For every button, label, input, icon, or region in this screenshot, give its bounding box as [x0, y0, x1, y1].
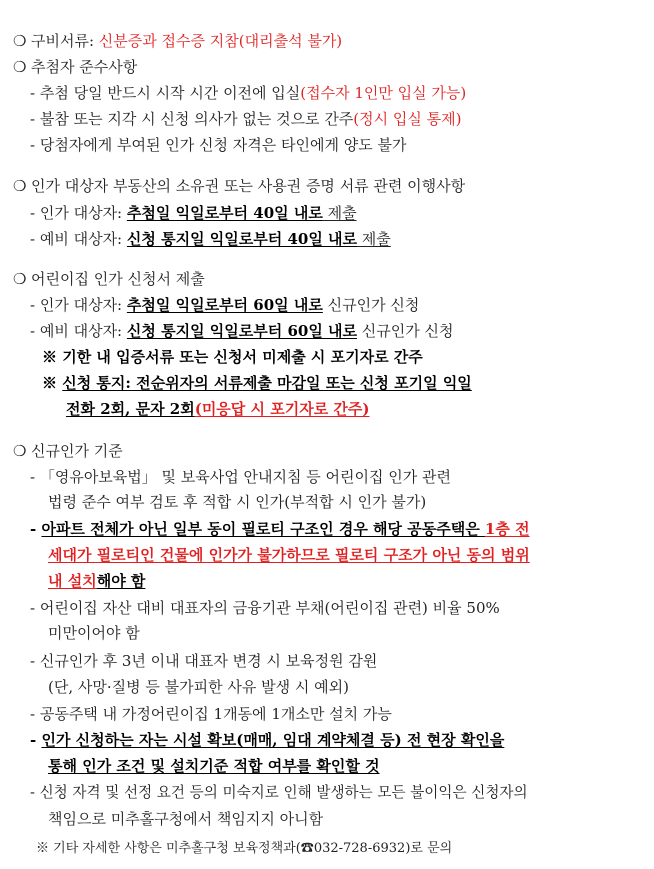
application-note1-text: ※ 기한 내 입증서류 또는 신청서 미제출 시 포기자로 간주	[42, 348, 423, 366]
criteria-c1a: - 「영유아보육법」 및 보육사업 안내지침 등 어린이집 인가 관련	[30, 468, 451, 486]
lottery-b2-text: - 불참 또는 지각 시 신청 의사가 없는 것으로 간주	[30, 110, 354, 128]
lottery-b1-text: - 추첨 당일 반드시 시작 시간 이전에 입실	[30, 84, 301, 102]
application-note-2-cont	[0, 397, 654, 421]
lottery-b3-text: - 당첨자에게 부여된 인가 신청 자격은 타인에게 양도 불가	[30, 136, 407, 154]
footer-phone: 032-728-6932	[313, 841, 406, 856]
criteria-item-3b	[0, 621, 654, 645]
criteria-item-6a	[0, 728, 654, 752]
application-heading	[0, 267, 654, 291]
criteria-c2c-red: 내 설치	[48, 572, 97, 590]
criteria-c2a-red: 1층 전	[484, 520, 530, 538]
application-heading-text: 어린이집 인가 신청서 제출	[31, 270, 205, 288]
lottery-b1-red: (접수자 1인만 입실 가능)	[300, 84, 467, 102]
application-l1-bold: 추첨일 익일로부터 60일 내로	[126, 296, 323, 314]
ownership-heading	[0, 174, 654, 198]
criteria-item-7b	[0, 807, 654, 831]
docs-line	[0, 29, 654, 53]
ownership-l1-pre: - 인가 대상자:	[30, 204, 127, 222]
lottery-heading-text: 추첨자 준수사항	[31, 58, 138, 76]
lottery-bullet-1	[0, 81, 654, 105]
ownership-l2-pre: - 예비 대상자:	[30, 230, 127, 248]
ownership-heading-text: 인가 대상자 부동산의 소유권 또는 사용권 증명 서류 관련 이행사항	[31, 177, 466, 195]
footer-after: )로 문의	[405, 841, 453, 856]
criteria-c2-prefix: -	[30, 520, 42, 538]
circle-bullet-icon: ❍	[13, 58, 27, 76]
application-note2-mark: ※	[42, 374, 63, 392]
criteria-c1b: 법령 준수 여부 검토 후 적합 시 인가(부적합 시 인가 불가)	[48, 493, 427, 511]
footer-text: 기타 자세한 사항은 미추홀구청 보육정책과(	[53, 841, 301, 856]
application-l2-pre: - 예비 대상자:	[30, 322, 127, 340]
application-l1-post: 신규인가 신청	[322, 296, 420, 314]
lottery-b2-red: (정시 입실 통제)	[353, 110, 462, 128]
criteria-c2a-black: 아파트 전체가 아닌 일부 동이 필로티 구조인 경우 해당 공동주택은	[41, 520, 485, 538]
circle-bullet-icon: ❍	[13, 177, 27, 195]
criteria-c3a: - 어린이집 자산 대비 대표자의 금융기관 부채(어린이집 관련) 비율 50%	[30, 599, 500, 617]
criteria-c2b-red: 세대가 필로티인 건물에 인가가 불가하므로 필로티 구조가 아닌 동의 범위	[48, 546, 530, 564]
criteria-c6-prefix: -	[30, 731, 42, 749]
criteria-item-1b	[0, 490, 654, 514]
criteria-c4b: (단, 사망·질병 등 불가피한 사유 발생 시 예외)	[48, 678, 349, 696]
application-note2-b: 전화 2회, 문자 2회	[66, 400, 195, 418]
ownership-l2-post: 제출	[357, 230, 391, 248]
application-note2-red: (미응답 시 포기자로 간주)	[194, 400, 370, 418]
application-note-2	[0, 371, 654, 395]
docs-label: 구비서류:	[31, 32, 99, 50]
criteria-item-4a	[0, 649, 654, 673]
criteria-item-2c	[0, 569, 654, 593]
footer-contact	[0, 837, 654, 861]
phone-icon: ☎	[300, 841, 314, 856]
criteria-c4a: - 신규인가 후 3년 이내 대표자 변경 시 보육정원 감원	[30, 652, 378, 670]
criteria-heading-text: 신규인가 기준	[31, 442, 123, 460]
application-note2-a: 신청 통지: 전순위자의 서류제출 마감일 또는 신청 포기일 익일	[62, 374, 472, 392]
docs-value: 신분증과 접수증 지참(대리출석 불가)	[98, 32, 343, 50]
ownership-l1-post: 제출	[322, 204, 357, 222]
application-l1-pre: - 인가 대상자:	[30, 296, 127, 314]
criteria-item-3a	[0, 596, 654, 620]
criteria-c6a: 인가 신청하는 자는 시설 확보(매매, 임대 계약체결 등) 전 현장 확인을	[41, 731, 505, 749]
ownership-line-1	[0, 201, 654, 225]
criteria-item-7a	[0, 781, 654, 805]
application-line-2	[0, 319, 654, 343]
ownership-l1-bold: 추첨일 익일로부터 40일 내로	[126, 204, 323, 222]
ownership-l2-bold: 신청 통지일 익일로부터 40일 내로	[126, 230, 358, 248]
criteria-c7a: - 신청 자격 및 선정 요건 등의 미숙지로 인해 발생하는 모든 불이익은 신청자의	[30, 784, 528, 801]
application-line-1	[0, 293, 654, 317]
criteria-c3b: 미만이어야 함	[48, 624, 140, 642]
application-l2-post: 신규인가 신청	[357, 322, 454, 340]
criteria-c6b: 통해 인가 조건 및 설치기준 적합 여부를 확인할 것	[48, 757, 380, 775]
circle-bullet-icon: ❍	[13, 270, 27, 288]
lottery-heading	[0, 55, 654, 79]
criteria-item-5	[0, 702, 654, 726]
criteria-item-6b	[0, 754, 654, 778]
circle-bullet-icon: ❍	[13, 442, 27, 460]
application-l2-bold: 신청 통지일 익일로부터 60일 내로	[126, 322, 358, 340]
criteria-c2c-black: 해야 함	[96, 572, 146, 590]
criteria-item-2b	[0, 543, 654, 567]
ownership-line-2	[0, 227, 654, 251]
application-note-1	[0, 345, 654, 369]
criteria-c5: - 공동주택 내 가정어린이집 1개동에 1개소만 설치 가능	[30, 705, 392, 723]
lottery-bullet-2	[0, 107, 654, 131]
criteria-item-2a	[0, 517, 654, 541]
criteria-c7b: 책임으로 미추홀구청에서 책임지지 아니함	[48, 810, 324, 828]
circle-bullet-icon: ❍	[13, 32, 27, 50]
criteria-item-1a	[0, 465, 654, 489]
footer-mark: ※	[36, 841, 54, 856]
criteria-heading	[0, 439, 654, 463]
criteria-item-4b	[0, 675, 654, 699]
lottery-bullet-3	[0, 133, 654, 157]
